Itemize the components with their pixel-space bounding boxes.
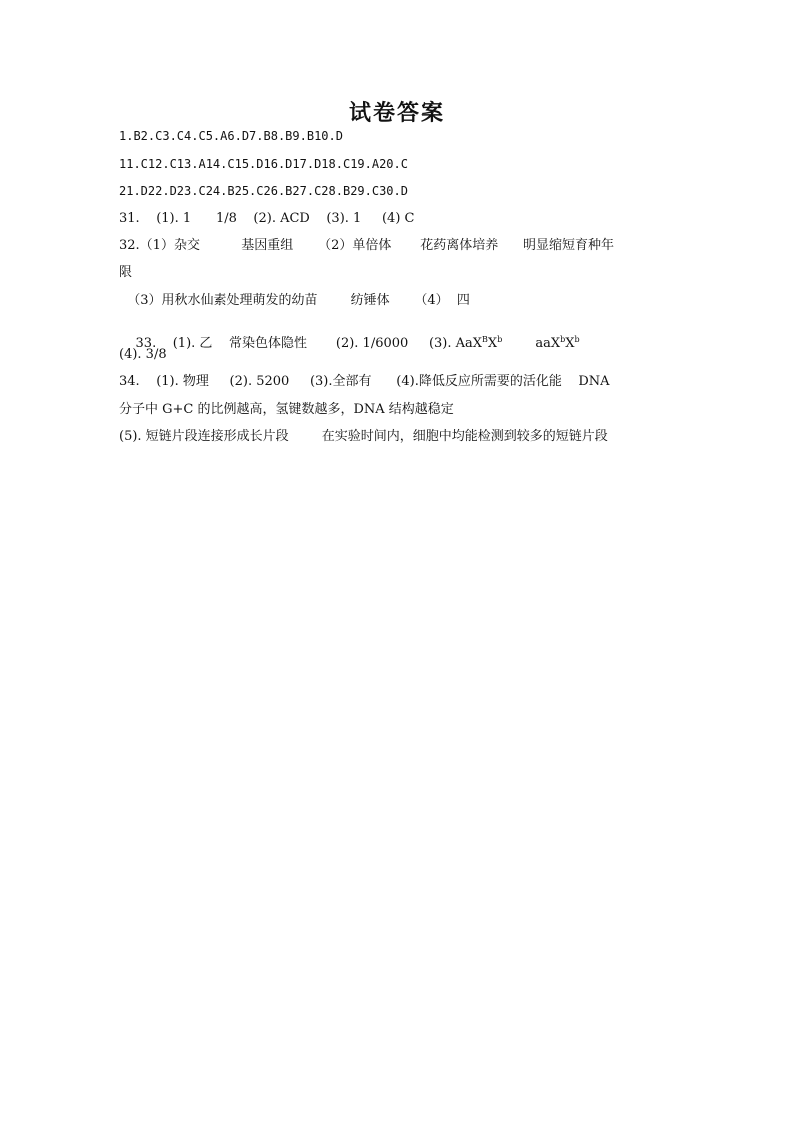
answer-34-wrap: 分子中 G+C 的比例越高，氢键数越多，DNA 结构越稳定 — [119, 402, 454, 417]
answer-33-text: 33. (1). 乙 常染色体隐性 (2). 1/6000 (3). AaX — [135, 336, 483, 351]
answers-11-20: 11.C12.C13.A14.C15.D16.D17.D18.C19.A20.C — [119, 157, 408, 171]
page-title: 试卷答案 — [348, 100, 445, 126]
answer-32-part1: 32.（1）杂交 基因重组 （2）单倍体 花药离体培养 明显缩短育种年 — [119, 238, 615, 253]
genotype2-sup1: b — [560, 335, 566, 344]
answer-33-row — [119, 320, 580, 368]
genotype2-base: aaX — [535, 336, 561, 351]
answer-31: 31. (1). 1 1/8 (2). ACD (3). 1 (4) C — [119, 211, 415, 226]
answer-32-part2: （3）用秋水仙素处理萌发的幼苗 纺锤体 （4） 四 — [119, 293, 470, 308]
genotype1-sup1: B — [482, 335, 488, 344]
answer-34-part1: 34. (1). 物理 (2). 5200 (3).全部有 (4).降低反应所需要的活化能 DNA — [119, 374, 610, 389]
genotype1-mid: X — [487, 336, 498, 351]
answer-33-part4: (4). 3/8 — [119, 347, 167, 362]
answer-32-wrap: 限 — [119, 265, 133, 280]
answers-21-30: 21.D22.D23.C24.B25.C26.B27.C28.B29.C30.D — [119, 184, 408, 198]
answer-34-part5: (5). 短链片段连接形成长片段 在实验时间内，细胞中均能检测到较多的短链片段 — [119, 429, 608, 444]
genotype2-sup2: b — [574, 335, 580, 344]
answers-1-10: 1.B2.C3.C4.C5.A6.D7.B8.B9.B10.D — [119, 129, 343, 143]
genotype1-sup2: b — [497, 335, 503, 344]
genotype2-mid: X — [565, 336, 575, 351]
